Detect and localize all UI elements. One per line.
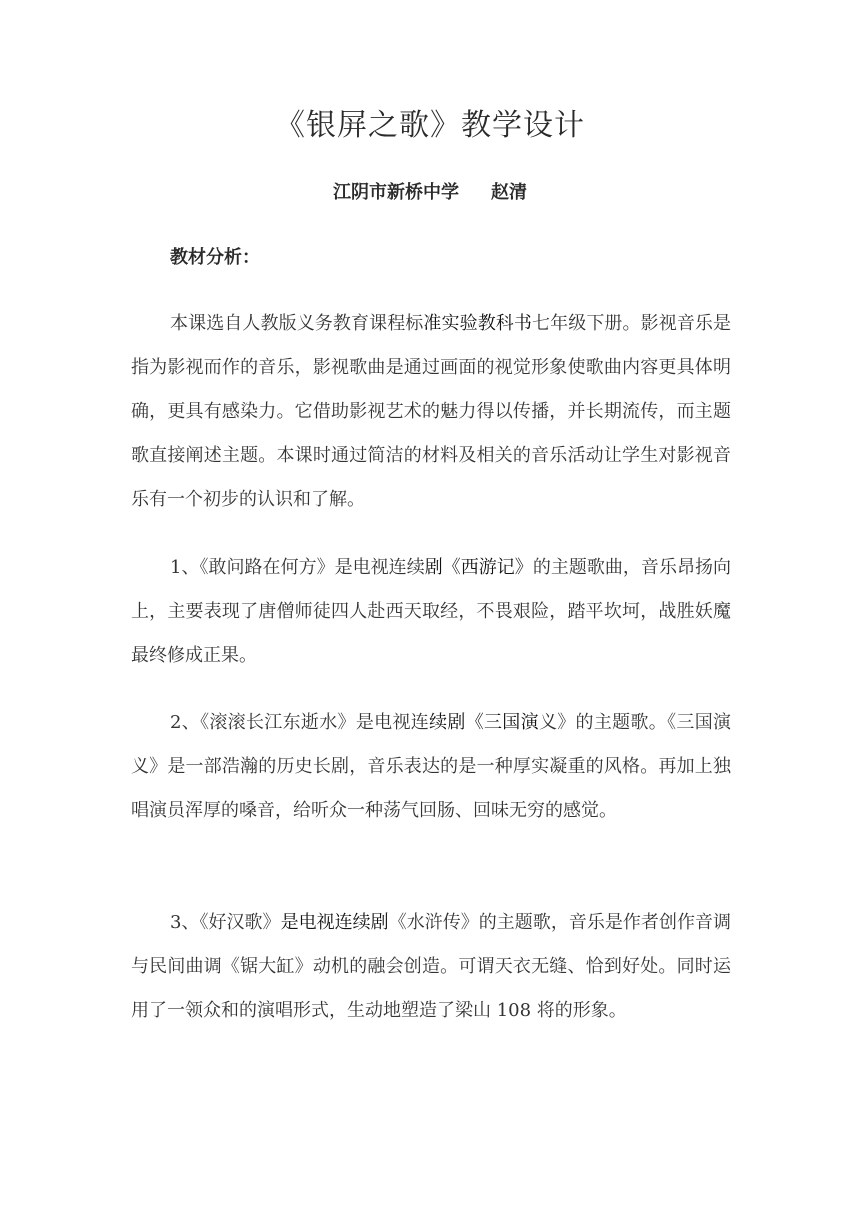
school-name: 江阴市新桥中学 — [333, 182, 459, 203]
paragraph-text: 3、《好汉歌》 — [170, 912, 281, 933]
paragraph-text: 本课选自人教版义务教育课程标 — [170, 313, 424, 334]
paragraph-intro — [131, 302, 731, 522]
document-title: 《银屏之歌》教学设计 — [275, 108, 585, 143]
byline — [0, 178, 860, 208]
section-heading: 教材分析： — [170, 247, 260, 268]
paragraph-item-2 — [131, 701, 731, 833]
paragraph-text: 1、《敢问路在何方》是电视连续 — [170, 557, 425, 578]
paragraph-item-3 — [131, 901, 731, 1033]
paragraph-text: 义》的主题歌。《三国演义》是一部浩瀚的历史长剧，音乐表达的是一种厚实凝重的风格。再加上独唱演员浑厚的嗓音，给听众一种荡气回肠、回味无穷的感觉。 — [131, 712, 732, 821]
author-name: 赵清 — [491, 182, 527, 203]
paragraph-highlight: 剧《西游记》 — [424, 557, 533, 578]
paragraph-highlight: 准实验教科书 — [423, 313, 533, 334]
paragraph-item-1 — [131, 546, 731, 678]
paragraph-text: 的主题歌曲，音乐昂扬向上，主要表现了唐僧师徒四人赴西天取经，不畏艰险，踏平坎坷，战胜妖魔最终修成正果。 — [131, 557, 732, 666]
paragraph-highlight: 是电视连续剧 — [280, 912, 389, 933]
paragraph-text: 七年级下册。影视音乐是指为影视而作的音乐，影视歌曲是通过画面的视觉形象使歌曲内容更具体明确，更具有感染力。它借助影视艺术的魅力得以传播，并长期流传，而主题歌直接阐述主题。本课时通过简洁的材料及相关的音乐活动让学生对影视音乐有一个初步的认识和了解。 — [131, 313, 732, 510]
paragraph-highlight: 续剧《三国演 — [429, 712, 539, 733]
paragraph-text: 2、《滚滚长江东逝水》是电视连 — [170, 712, 430, 733]
paragraph-text: 《水浒传》的主题歌，音乐是作者创作音调与民间曲调《锯大缸》动机的融会创造。可谓天衣无缝、恰到好处。同时运用了一领众和的演唱形式，生动地塑造了梁山 108 将的形象。 — [131, 912, 732, 1021]
